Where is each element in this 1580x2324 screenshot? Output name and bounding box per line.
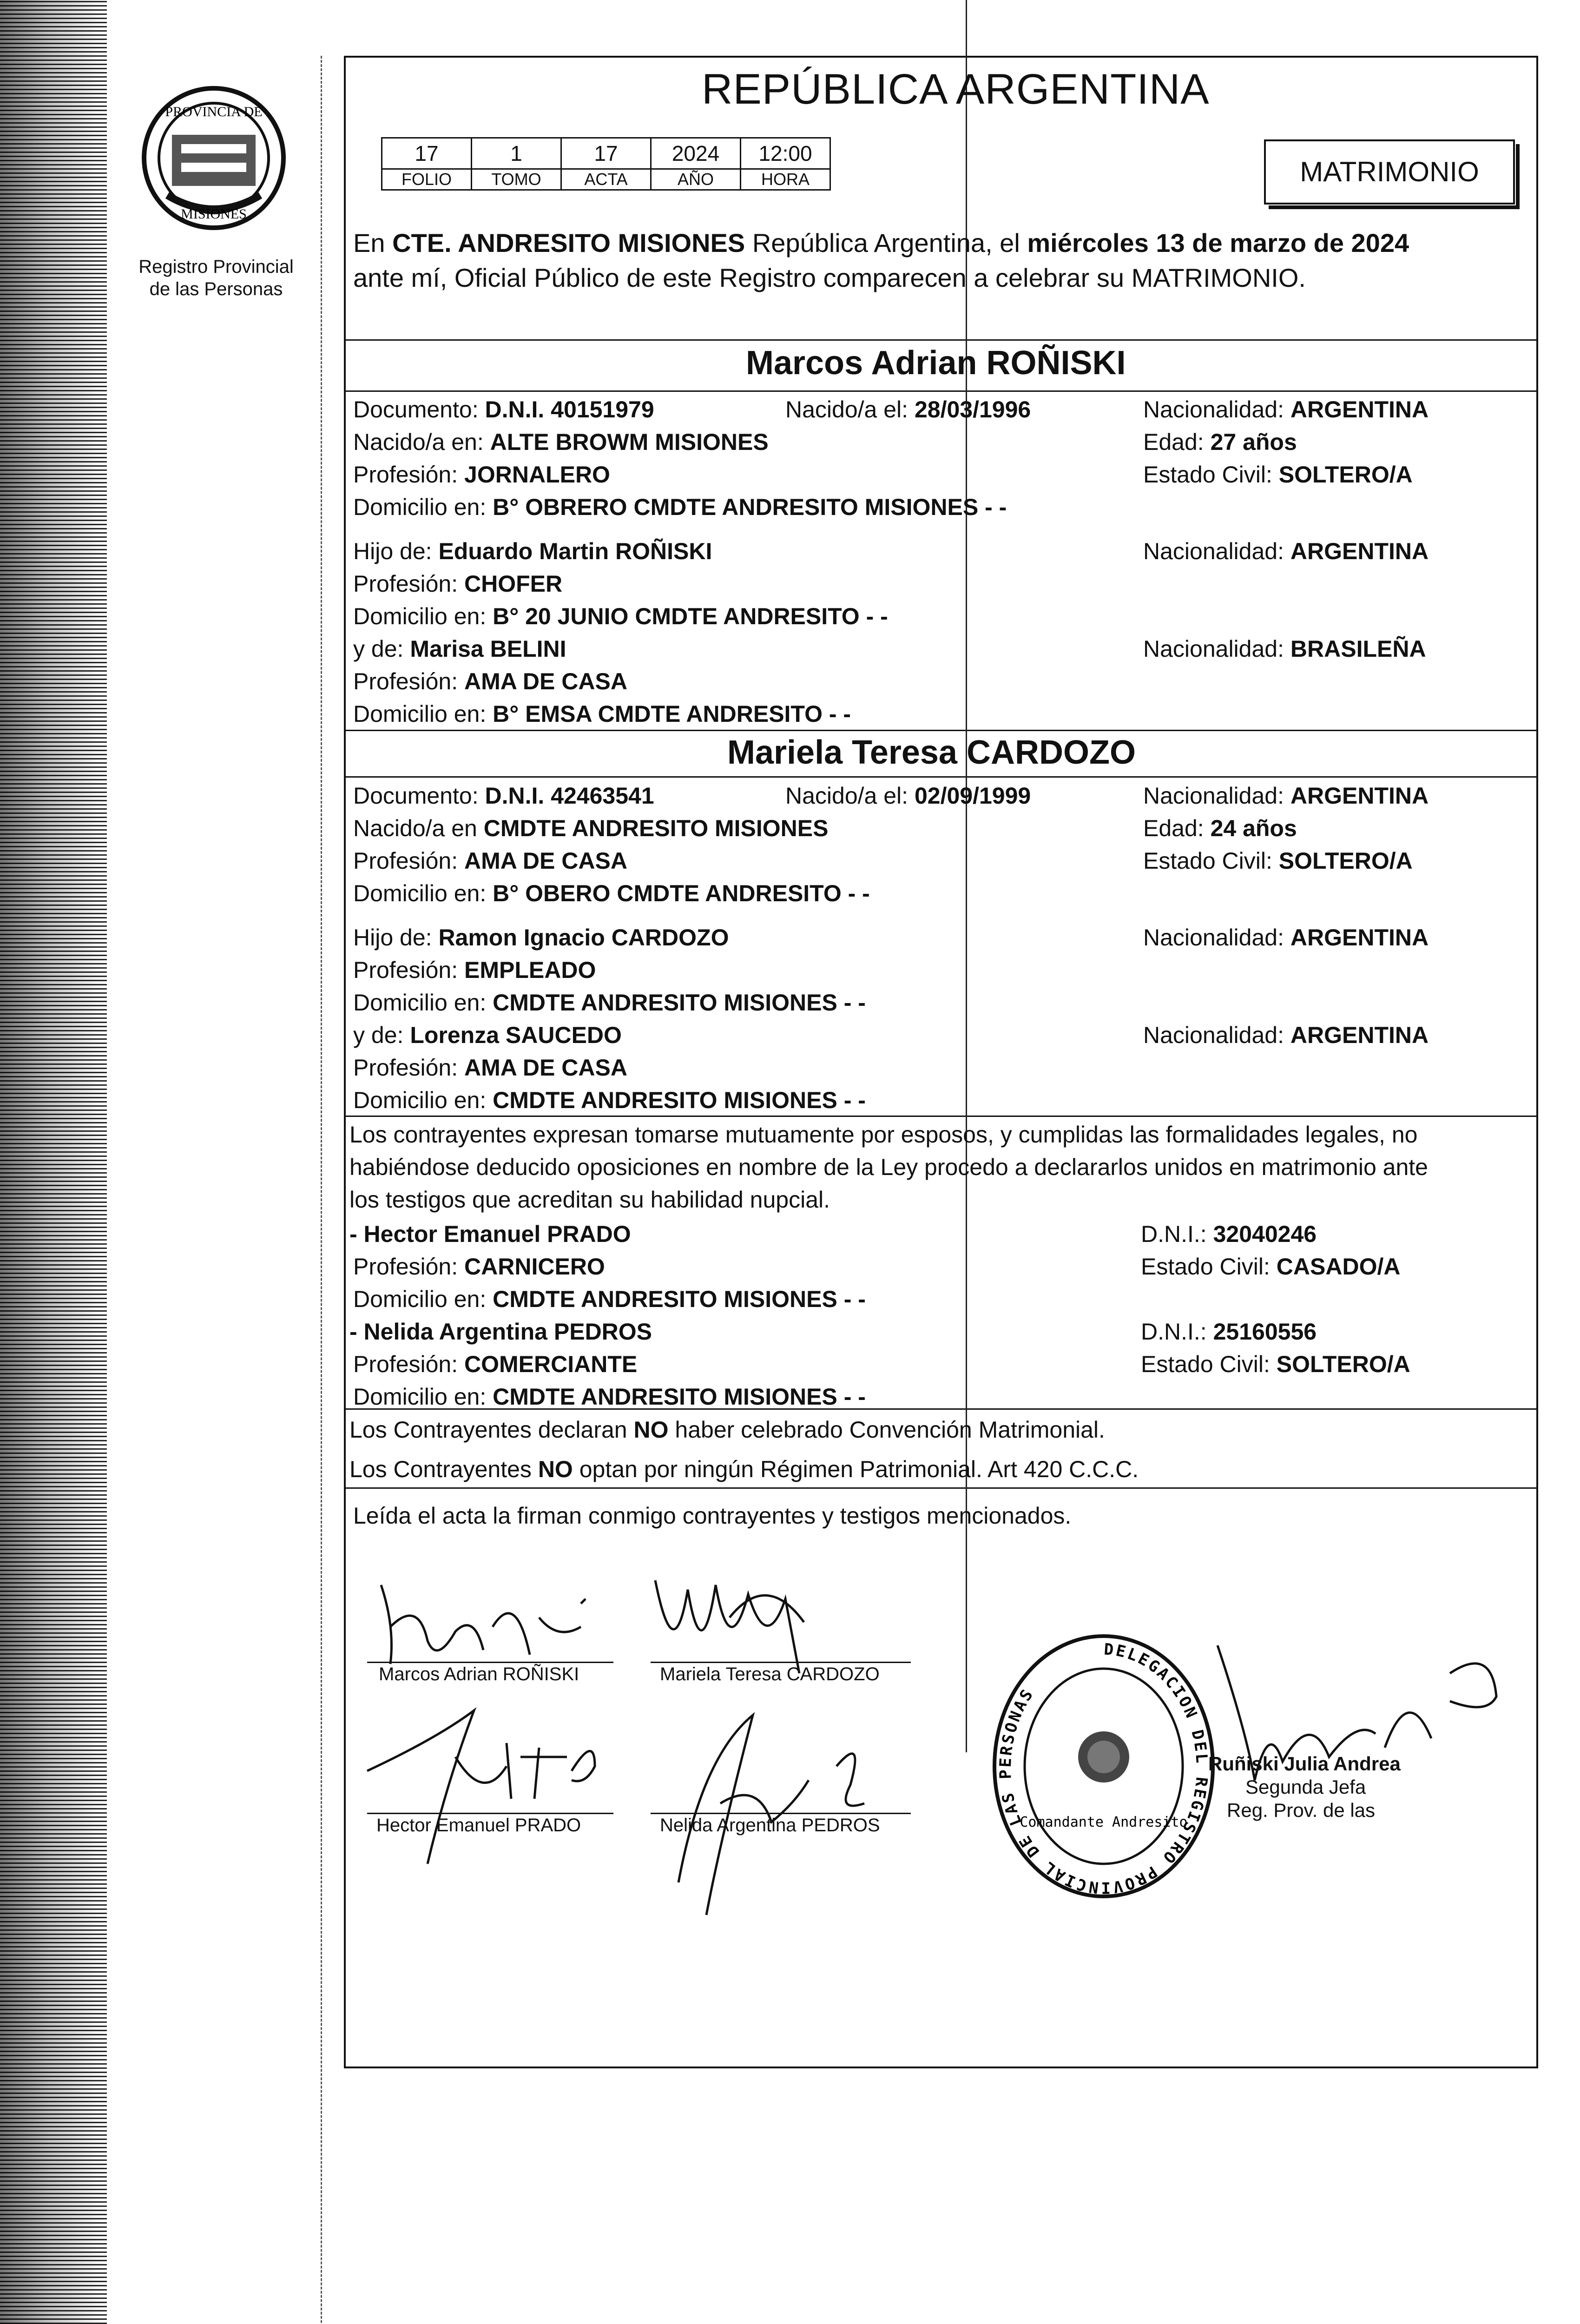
official-stamp — [1208, 1752, 1401, 1822]
spouse2-nationality: Nacionalidad: ARGENTINA — [1143, 783, 1429, 809]
spouse1-nationality: Nacionalidad: ARGENTINA — [1143, 396, 1429, 423]
divider — [344, 1487, 1538, 1489]
intro-en: En — [353, 228, 385, 257]
seal-ring-text: DELEGACION DEL REGISTRO PROVINCIAL DE LAS PERSONAS — [996, 1640, 1211, 1897]
convention-line1: Los Contrayentes declaran NO haber celebrado Convención Matrimonial. — [349, 1417, 1105, 1443]
official-office: Reg. Prov. de las — [1227, 1799, 1376, 1821]
witness1-address: Domicilio en: CMDTE ANDRESITO MISIONES - - — [353, 1286, 866, 1312]
witness2-civil-status: Estado Civil: SOLTERO/A — [1141, 1351, 1410, 1377]
witness1-name: - Hector Emanuel PRADO — [349, 1221, 631, 1247]
divider — [344, 1116, 1538, 1117]
fold-dashed-line — [321, 56, 322, 2324]
provincial-coat-of-arms-logo — [139, 84, 288, 232]
spouse1-address: Domicilio en: B° OBRERO CMDTE ANDRESITO MISIONES - - — [353, 494, 1007, 520]
spouse2-mother-nationality: Nacionalidad: ARGENTINA — [1143, 1022, 1429, 1048]
spouse2-father-profession: Profesión: EMPLEADO — [353, 957, 596, 983]
spouse2-father-nationality: Nacionalidad: ARGENTINA — [1143, 924, 1429, 951]
intro-date: miércoles 13 de marzo de 2024 — [1027, 228, 1409, 257]
spouse2-civil-status: Estado Civil: SOLTERO/A — [1143, 848, 1413, 874]
spouse2-mother: y de: Lorenza SAUCEDO — [353, 1022, 622, 1048]
witness2-name: - Nelida Argentina PEDROS — [349, 1319, 652, 1345]
hour-label: HORA — [741, 169, 830, 190]
intro-line2: ante mí, Oficial Público de este Registro comparecen a celebrar su MATRIMONIO. — [353, 263, 1306, 292]
spouse2-age: Edad: 24 años — [1143, 815, 1297, 841]
signature-line — [367, 1813, 613, 1814]
signature-line — [651, 1813, 911, 1814]
declaration-line1: Los contrayentes expresan tomarse mutuamente por esposos, y cumplidas las formalidades legales, no — [349, 1122, 1418, 1148]
tomo-label: TOMO — [472, 169, 561, 190]
declaration-line2: habiéndose deducido oposiciones en nombre de la Ley procedo a declararlos unidos en matrimonio ante — [349, 1154, 1428, 1180]
spouse1-born-date: Nacido/a el: 28/03/1996 — [785, 396, 1031, 423]
folio-value: 17 — [382, 138, 472, 169]
spouse1-age: Edad: 27 años — [1143, 429, 1297, 455]
intro-country: República Argentina, el — [752, 228, 1020, 257]
logo-top-text: PROVINCIA DE — [165, 104, 263, 119]
signature-caption-witness2: Nelida Argentina PEDROS — [660, 1815, 880, 1835]
registry-official-seal — [990, 1631, 1218, 1901]
spouse2-born-date: Nacido/a el: 02/09/1999 — [785, 783, 1031, 809]
signature-witness1 — [353, 1692, 632, 1868]
acta-label: ACTA — [561, 169, 651, 190]
acta-value: 17 — [561, 138, 651, 169]
signature-line — [651, 1662, 911, 1663]
spouse1-father-address: Domicilio en: B° 20 JUNIO CMDTE ANDRESITO - - — [353, 603, 888, 629]
spouse1-mother: y de: Marisa BELINI — [353, 636, 566, 662]
page-title: REPÚBLICA ARGENTINA — [702, 66, 1210, 113]
spouse1-mother-address: Domicilio en: B° EMSA CMDTE ANDRESITO - - — [353, 701, 851, 727]
divider — [344, 776, 1538, 778]
spouse1-father-profession: Profesión: CHOFER — [353, 571, 563, 597]
declaration-line3: los testigos que acreditan su habilidad nupcial. — [349, 1187, 830, 1213]
divider — [344, 390, 1538, 392]
witness2-dni: D.N.I.: 25160556 — [1141, 1319, 1317, 1345]
tomo-value: 1 — [472, 138, 561, 169]
signature-caption-witness1: Hector Emanuel PRADO — [376, 1815, 581, 1835]
signature-line — [367, 1662, 613, 1663]
spouse2-father-address: Domicilio en: CMDTE ANDRESITO MISIONES - - — [353, 990, 866, 1016]
official-name: Ruñiski Julia Andrea — [1208, 1753, 1401, 1775]
witness1-civil-status: Estado Civil: CASADO/A — [1141, 1254, 1401, 1280]
year-value: 2024 — [651, 138, 741, 169]
folio-label: FOLIO — [382, 169, 472, 190]
logo-caption — [128, 256, 304, 300]
signature-caption-spouse2: Mariela Teresa CARDOZO — [660, 1664, 880, 1684]
spouse2-mother-address: Domicilio en: CMDTE ANDRESITO MISIONES - - — [353, 1087, 866, 1113]
spouse1-mother-profession: Profesión: AMA DE CASA — [353, 668, 627, 694]
convention-line2: Los Contrayentes NO optan por ningún Régimen Patrimonial. Art 420 C.C.C. — [349, 1456, 1139, 1482]
divider — [344, 339, 1538, 341]
spouse2-father: Hijo de: Ramon Ignacio CARDOZO — [353, 924, 729, 951]
spouse1-civil-status: Estado Civil: SOLTERO/A — [1143, 462, 1413, 488]
signature-witness2 — [651, 1664, 911, 1924]
spouse1-father: Hijo de: Eduardo Martin ROÑISKI — [353, 538, 712, 564]
spouse1-birthplace: Nacido/a en: ALTE BROWM MISIONES — [353, 429, 769, 455]
spouse2-name: Mariela Teresa CARDOZO — [727, 734, 1136, 771]
signature-caption-spouse1: Marcos Adrian ROÑISKI — [379, 1664, 579, 1684]
witness2-address: Domicilio en: CMDTE ANDRESITO MISIONES - - — [353, 1384, 866, 1410]
spouse2-profession: Profesión: AMA DE CASA — [353, 848, 627, 874]
closing-statement: Leída el acta la firman conmigo contrayentes y testigos mencionados. — [353, 1503, 1072, 1529]
record-numbers-table — [381, 137, 831, 191]
spouse1-mother-nationality: Nacionalidad: BRASILEÑA — [1143, 636, 1426, 662]
spouse2-mother-profession: Profesión: AMA DE CASA — [353, 1055, 627, 1081]
spouse2-address: Domicilio en: B° OBERO CMDTE ANDRESITO - - — [353, 880, 870, 906]
spouse2-document: Documento: D.N.I. 42463541 — [353, 783, 654, 809]
witness1-dni: D.N.I.: 32040246 — [1141, 1221, 1317, 1247]
spouse1-father-nationality: Nacionalidad: ARGENTINA — [1143, 538, 1429, 564]
record-type-box: MATRIMONIO — [1264, 139, 1515, 205]
seal-center-text: Comandante Andresito — [1020, 1814, 1188, 1830]
logo-bottom-text: MISIONES — [181, 206, 247, 222]
witness2-profession: Profesión: COMERCIANTE — [353, 1351, 638, 1377]
divider — [344, 730, 1538, 731]
spouse1-document: Documento: D.N.I. 40151979 — [353, 396, 654, 423]
witness1-profession: Profesión: CARNICERO — [353, 1254, 605, 1280]
intro-line1 — [353, 228, 1409, 258]
spouse1-profession: Profesión: JORNALERO — [353, 462, 610, 488]
logo-caption-line2: de las Personas — [149, 279, 283, 299]
official-title: Segunda Jefa — [1245, 1776, 1366, 1798]
scan-edge-noise — [0, 0, 107, 2324]
hour-value: 12:00 — [741, 138, 830, 169]
spouse1-name: Marcos Adrian ROÑISKI — [746, 344, 1126, 382]
intro-place: CTE. ANDRESITO MISIONES — [392, 228, 745, 257]
spouse2-birthplace: Nacido/a en CMDTE ANDRESITO MISIONES — [353, 815, 829, 841]
year-label: AÑO — [651, 169, 741, 190]
logo-caption-line1: Registro Provincial — [138, 257, 294, 277]
